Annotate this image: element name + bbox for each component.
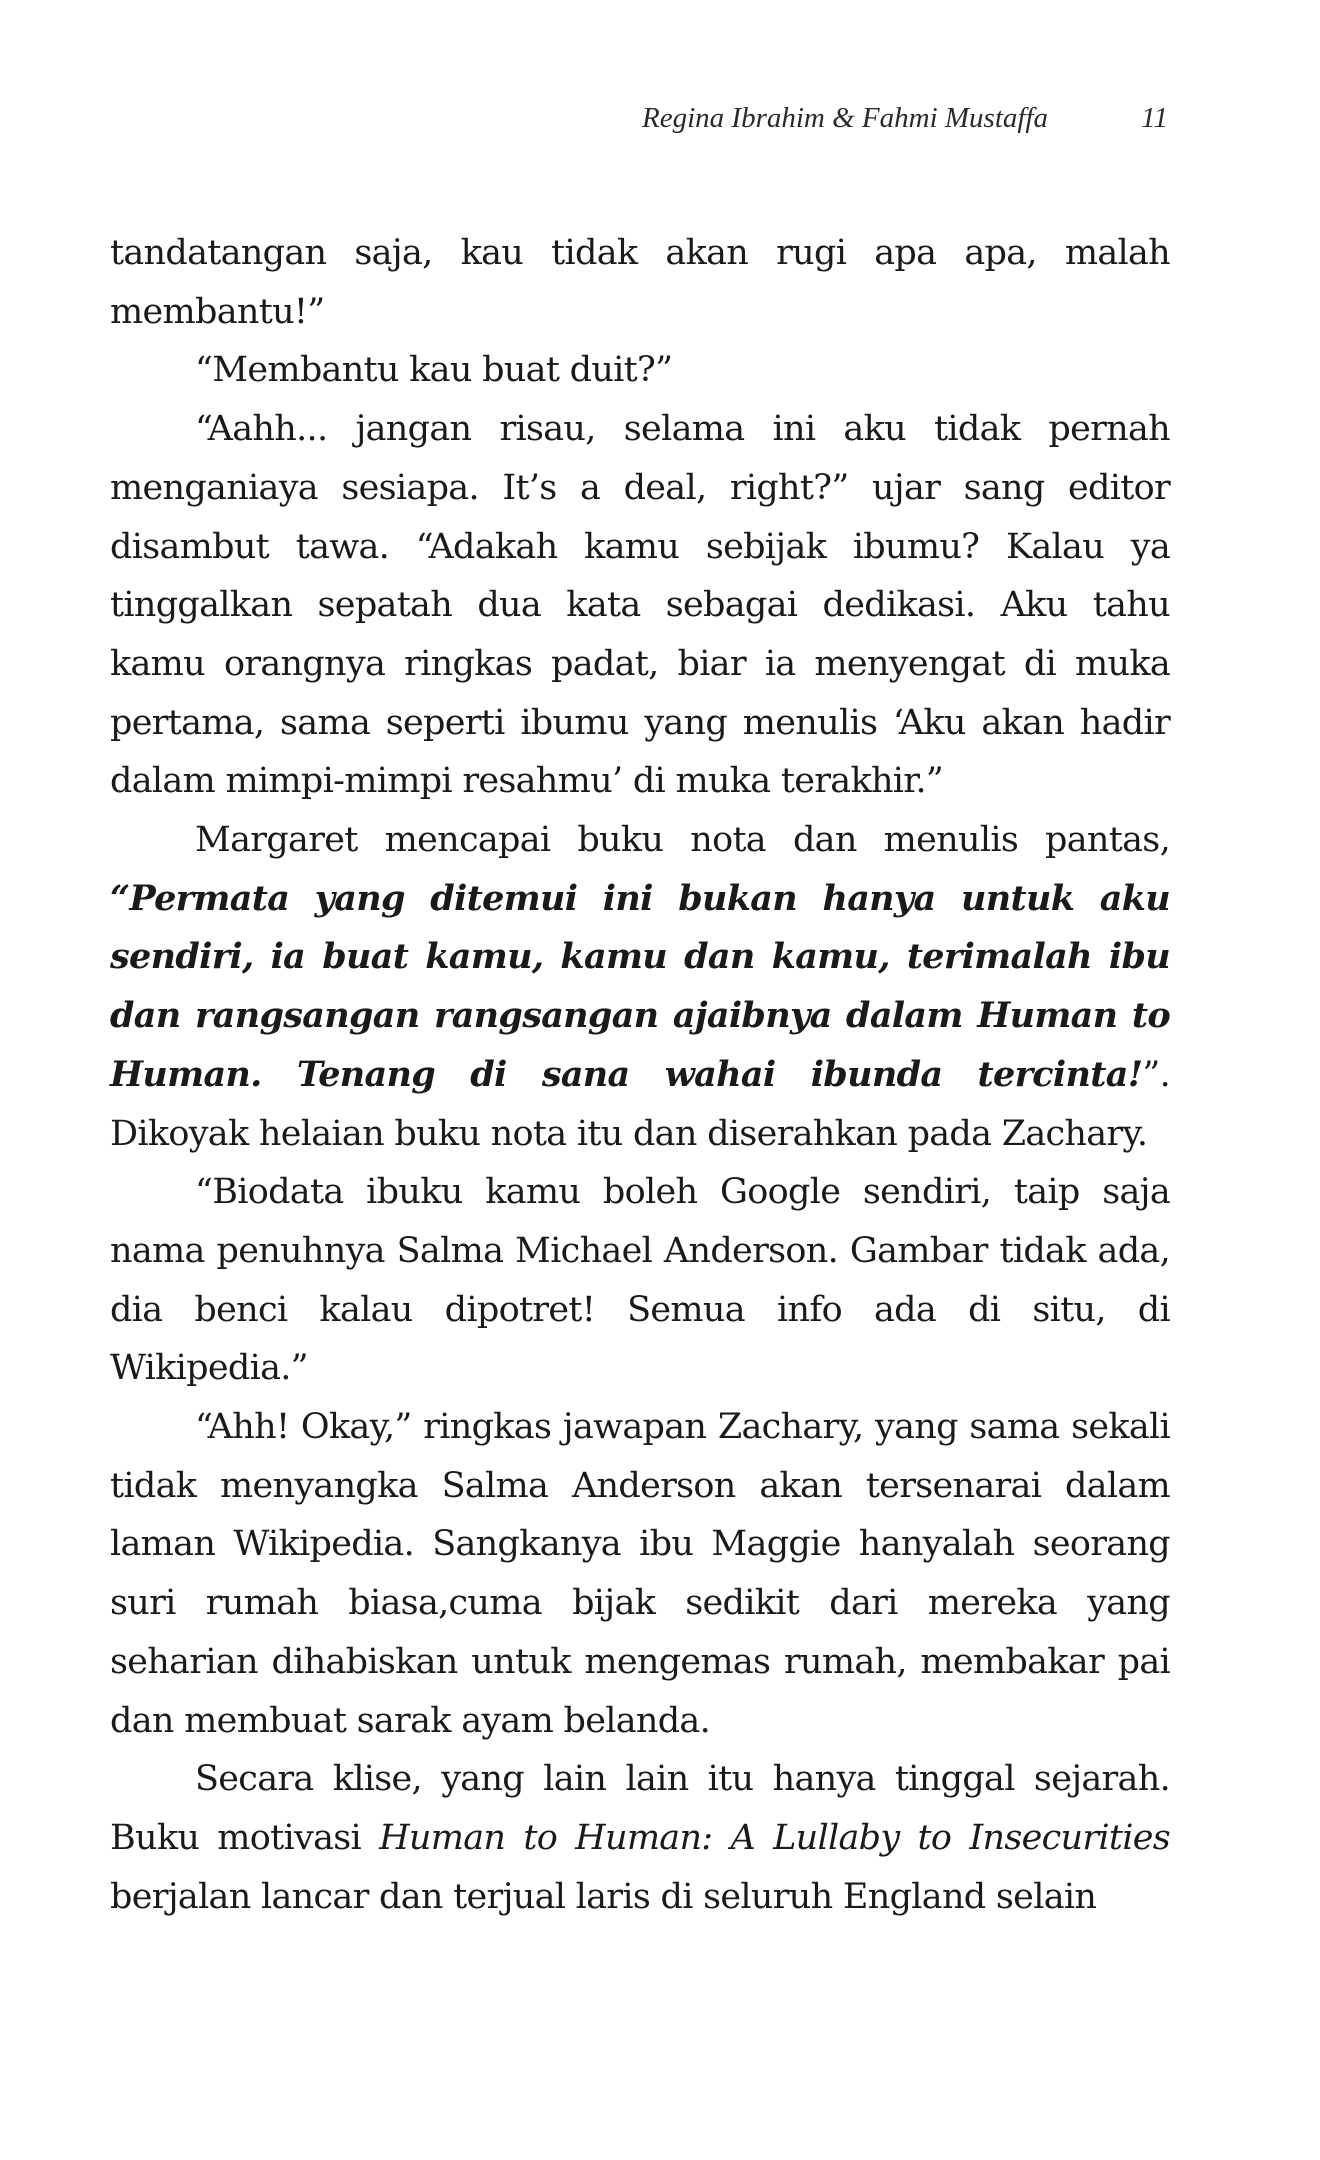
paragraph [110,1750,1170,1926]
paragraph: “Membantu kau buat duit?” [195,350,673,391]
dedication-text: “Permata yang ditemui ini bukan hanya untuk aku sendiri, ia buat kamu, kamu dan kamu, terimalah ibu dan rangsangan rangsangan ajaibnya dalam Human to Human. Tenang di sana wahai ibunda tercinta! [110,877,1170,1095]
paragraph: “Ahh! Okay,” ringkas jawapan Zachary, yang sama sekali tidak menyangka Salma Anderson akan tersenarai dalam laman Wikipedia. Sangkanya ibu Maggie hanyalah seorang suri rumah biasa,cuma bijak sedikit dari mereka yang seharian dihabiskan untuk mengemas rumah, membakar pai dan membuat sarak ayam belanda. [110,1407,1170,1741]
paragraph: “Biodata ibuku kamu boleh Google sendiri, taip saja nama penuhnya Salma Michael Anderson. Gambar tidak ada, dia benci kalau dipotret! Semua info ada di situ, di Wikipedia.” [110,1172,1170,1389]
paragraph: “Aahh... jangan risau, selama ini aku tidak pernah menganiaya sesiapa. It’s a deal, right?” ujar sang editor disambut tawa. “Adakah kamu sebijak ibumu? Kalau ya tinggalkan sepatah dua kata sebagai dedikasi. Aku tahu kamu orangnya ringkas padat, biar ia menyengat di muka pertama, sama seperti ibumu yang menulis ‘Aku akan hadir dalam mimpi-mimpi resahmu’ di muka terakhir.” [110,409,1170,802]
paragraph [110,811,1170,1163]
running-head: Regina Ibrahim & Fahmi Mustaffa [642,102,1048,134]
paragraph-rest: berjalan lancar dan terjual laris di seluruh England selain [110,1876,1097,1917]
paragraph-intro: Secara klise, yang lain lain itu hanya tinggal sejarah. Buku motivasi [110,1759,1170,1858]
book-title: Human to Human: A Lullaby to Insecurities [379,1817,1170,1858]
paragraph-rest: ”. Dikoyak helaian buku nota itu dan diserahkan pada Zachary. [110,1054,1170,1154]
page-number: 11 [1141,102,1168,134]
body-text [110,224,1170,1926]
page-header [110,102,1168,146]
paragraph-intro: Margaret mencapai buku nota dan menulis pantas, [195,820,1170,861]
paragraph: tandatangan saja, kau tidak akan rugi apa apa, malah membantu!” [110,233,1170,332]
